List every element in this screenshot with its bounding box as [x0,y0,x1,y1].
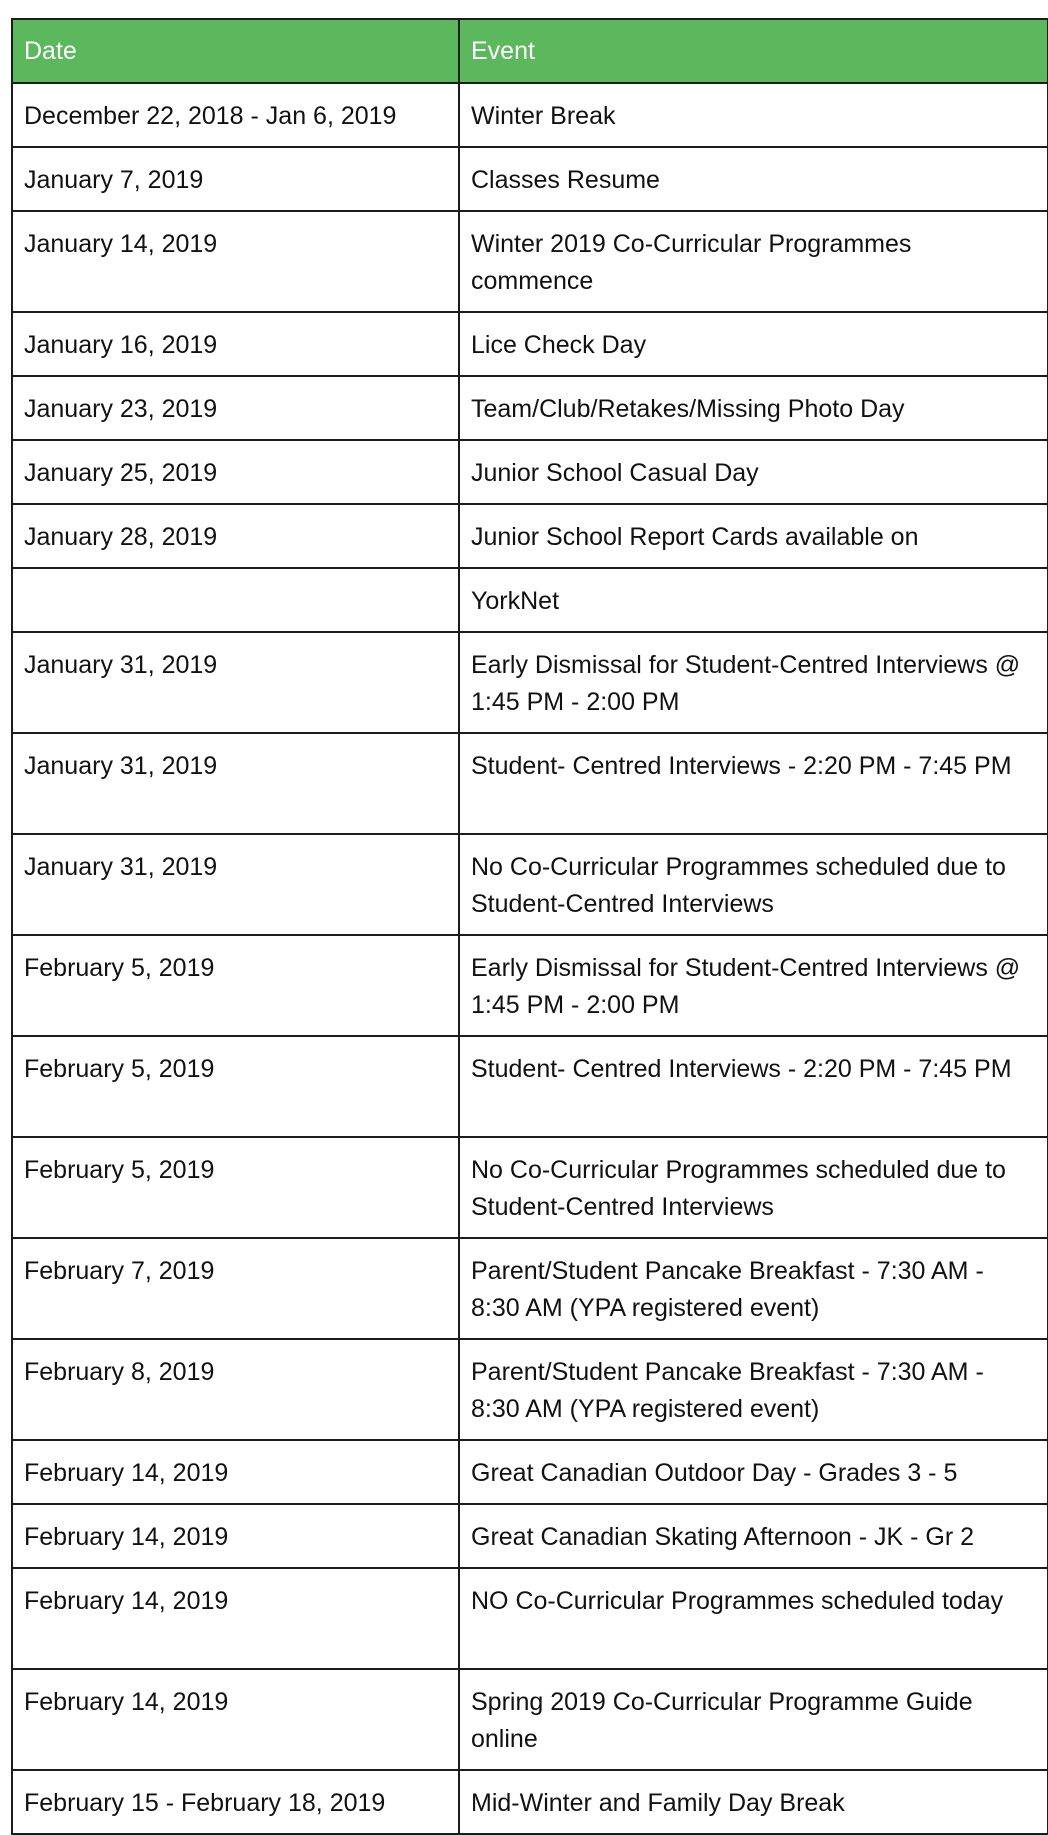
date-cell: January 23, 2019 [12,376,459,440]
date-cell: February 14, 2019 [12,1440,459,1504]
event-cell: Early Dismissal for Student-Centred Interviews @ 1:45 PM - 2:00 PM [459,935,1048,1036]
table-row [12,1669,1048,1770]
table-row [12,935,1048,1036]
events-table [11,18,1048,1835]
table-row [12,147,1048,211]
table-row [12,440,1048,504]
event-cell[interactable]: Spring 2019 Co-Curricular Programme Guide online [459,1669,1048,1770]
date-cell: February 5, 2019 [12,1036,459,1137]
date-cell: February 5, 2019 [12,1137,459,1238]
event-cell: Great Canadian Skating Afternoon - JK - Gr 2 [459,1504,1048,1568]
table-row [12,1339,1048,1440]
event-cell: Great Canadian Outdoor Day - Grades 3 - 5 [459,1440,1048,1504]
date-cell: February 15 - February 18, 2019 [12,1770,459,1834]
event-cell: Winter 2019 Co-Curricular Programmes commence [459,211,1048,312]
event-cell: Student- Centred Interviews - 2:20 PM - 7:45 PM [459,733,1048,834]
event-cell: Classes Resume [459,147,1048,211]
date-cell [12,568,459,632]
event-cell: Student- Centred Interviews - 2:20 PM - 7:45 PM [459,1036,1048,1137]
table-row [12,83,1048,147]
table-row [12,1504,1048,1568]
date-cell: January 16, 2019 [12,312,459,376]
table-row [12,211,1048,312]
table-row [12,504,1048,568]
event-cell: Early Dismissal for Student-Centred Interviews @ 1:45 PM - 2:00 PM [459,632,1048,733]
table-row [12,1568,1048,1669]
date-cell: February 14, 2019 [12,1504,459,1568]
table-header-row [12,19,1048,83]
event-cell: Parent/Student Pancake Breakfast - 7:30 AM - 8:30 AM (YPA registered event) [459,1339,1048,1440]
table-row [12,733,1048,834]
table-row [12,1036,1048,1137]
event-cell: NO Co-Curricular Programmes scheduled today [459,1568,1048,1669]
event-column-header: Event [459,19,1048,83]
date-cell: January 31, 2019 [12,834,459,935]
date-cell: February 7, 2019 [12,1238,459,1339]
event-cell: Lice Check Day [459,312,1048,376]
date-cell: February 14, 2019 [12,1568,459,1669]
table-row [12,312,1048,376]
table-row [12,568,1048,632]
event-cell: Team/Club/Retakes/Missing Photo Day [459,376,1048,440]
date-cell: December 22, 2018 - Jan 6, 2019 [12,83,459,147]
table-row [12,1770,1048,1834]
event-cell: No Co-Curricular Programmes scheduled due to Student-Centred Interviews [459,1137,1048,1238]
table-row [12,376,1048,440]
table-row [12,1440,1048,1504]
date-column-header: Date [12,19,459,83]
table-row [12,834,1048,935]
event-cell: YorkNet [459,568,1048,632]
date-cell: January 31, 2019 [12,632,459,733]
table-row [12,632,1048,733]
date-cell: January 28, 2019 [12,504,459,568]
date-cell: January 25, 2019 [12,440,459,504]
event-cell: Mid-Winter and Family Day Break [459,1770,1048,1834]
event-cell: Junior School Report Cards available on [459,504,1048,568]
date-cell: January 31, 2019 [12,733,459,834]
event-cell: Winter Break [459,83,1048,147]
date-cell: January 14, 2019 [12,211,459,312]
date-cell: February 14, 2019 [12,1669,459,1770]
table-row [12,1137,1048,1238]
event-cell: Junior School Casual Day [459,440,1048,504]
date-cell: January 7, 2019 [12,147,459,211]
table-row [12,1238,1048,1339]
date-cell: February 8, 2019 [12,1339,459,1440]
event-cell: No Co-Curricular Programmes scheduled due to Student-Centred Interviews [459,834,1048,935]
date-cell: February 5, 2019 [12,935,459,1036]
event-cell: Parent/Student Pancake Breakfast - 7:30 AM - 8:30 AM (YPA registered event) [459,1238,1048,1339]
